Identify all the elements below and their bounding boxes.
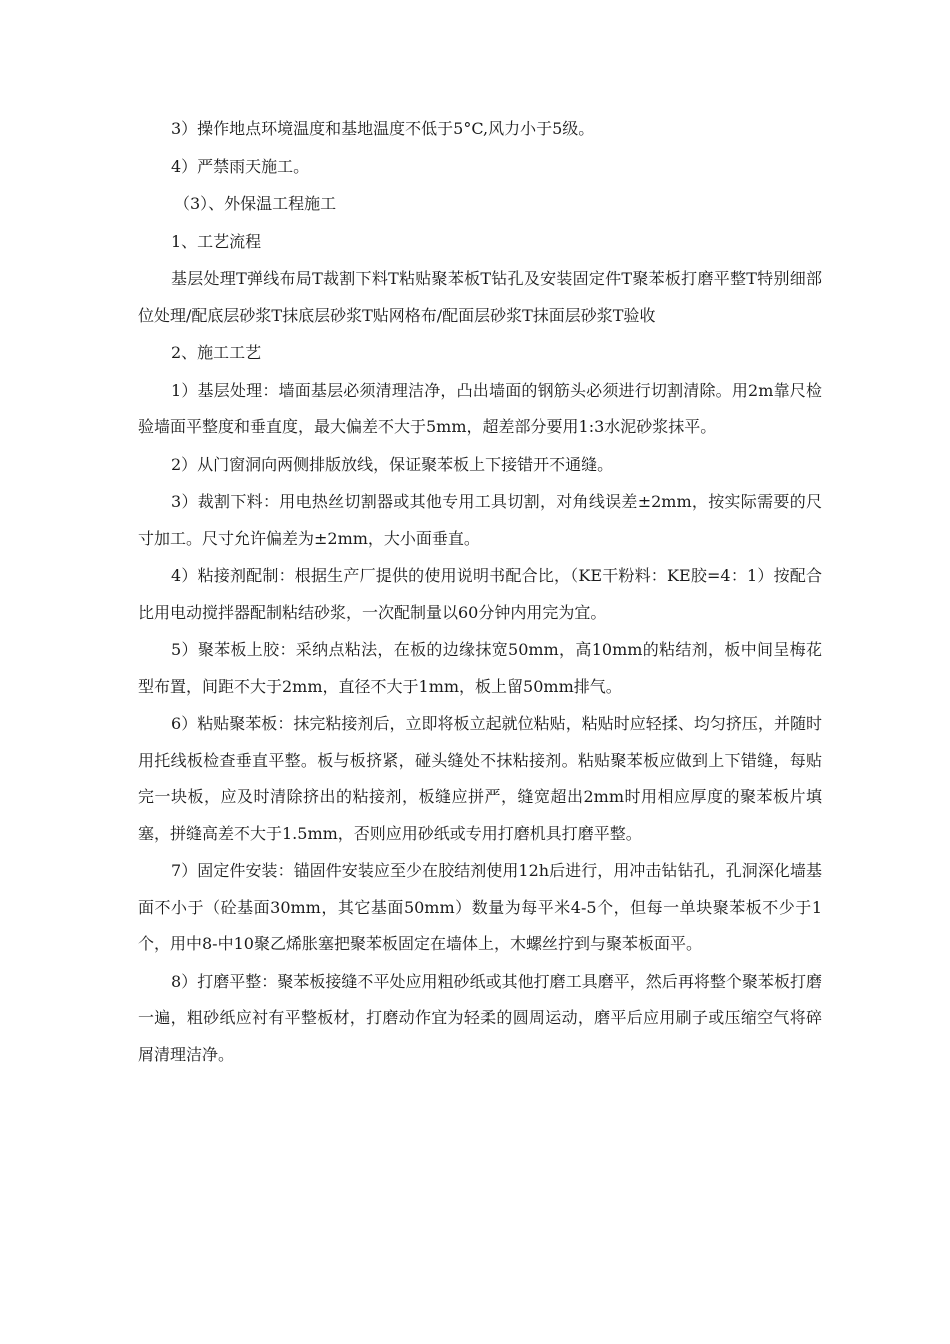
subheading-process-flow: 1、工艺流程 [171,231,262,251]
section-heading-exterior-insulation: （3）、外保温工程施工 [174,194,337,213]
document-body [138,111,822,1074]
paragraph-step-1: 1）基层处理：墙面基层必须清理洁净，凸出墙面的钢筋头必须进行切割清除。用2m靠尺检验墙面平整度和垂直度，最大偏差不大于5mm，超差部分要用1:3水泥砂浆抹平。 [138,380,822,436]
paragraph-step-6: 6）粘贴聚苯板：抹完粘接剂后，立即将板立起就位粘贴，粘贴时应轻揉、均匀挤压，并随时用托线板检查垂直平整。板与板挤紧，碰头缝处不抹粘接剂。粘贴聚苯板应做到上下错缝，每贴完一块板，应及时清除挤出的粘接剂，板缝应拼严，缝宽超出2mm时用相应厚度的聚苯板片填塞，拼缝高差不大于1.5mm，否则应用砂纸或专用打磨机具打磨平整。 [138,714,822,843]
subheading-construction-process: 2、施工工艺 [171,343,262,362]
paragraph-step-8: 8）打磨平整：聚苯板接缝不平处应用粗砂纸或其他打磨工具磨平，然后再将整个聚苯板打磨一遍，粗砂纸应衬有平整板材，打磨动作宜为轻柔的圆周运动，磨平后应用刷子或压缩空气将碎屑清理洁净。 [138,971,822,1064]
paragraph-no-rain: 4）严禁雨天施工。 [171,156,310,176]
paragraph-process-flow: 基层处理T弹线布局T裁割下料T粘贴聚苯板T钻孔及安装固定件T聚苯板打磨平整T特别细部位处理/配底层砂浆T抹底层砂浆T贴网格布/配面层砂浆T抹面层砂浆T验收 [138,269,822,325]
paragraph-step-2: 2）从门窗洞向两侧排版放线，保证聚苯板上下接错开不通缝。 [171,454,614,474]
paragraph-step-7: 7）固定件安装：锚固件安装应至少在胶结剂使用12h后进行，用冲击钻钻孔，孔洞深化墙基面不小于（砼基面30mm，其它基面50mm）数量为每平米4-5个，但每一单块聚苯板不少于1个，用中8-中10聚乙烯胀塞把聚苯板固定在墙体上，木螺丝拧到与聚苯板面平。 [138,861,822,953]
paragraph-step-3: 3）裁割下料：用电热丝切割器或其他专用工具切割，对角线误差±2mm，按实际需要的尺寸加工。尺寸允许偏差为±2mm，大小面垂直。 [138,492,822,548]
paragraph-condition-temperature: 3）操作地点环境温度和基地温度不低于5°C,风力小于5级。 [171,119,595,138]
paragraph-step-4: 4）粘接剂配制：根据生产厂提供的使用说明书配合比，（KE干粉料：KE胶=4：1）按配合比用电动搅拌器配制粘结砂浆，一次配制量以60分钟内用完为宜。 [138,566,822,622]
paragraph-step-5: 5）聚苯板上胶：采纳点粘法，在板的边缘抹宽50mm，高10mm的粘结剂，板中间呈梅花型布置，间距不大于2mm，直径不大于1mm，板上留50mm排气。 [138,640,822,696]
